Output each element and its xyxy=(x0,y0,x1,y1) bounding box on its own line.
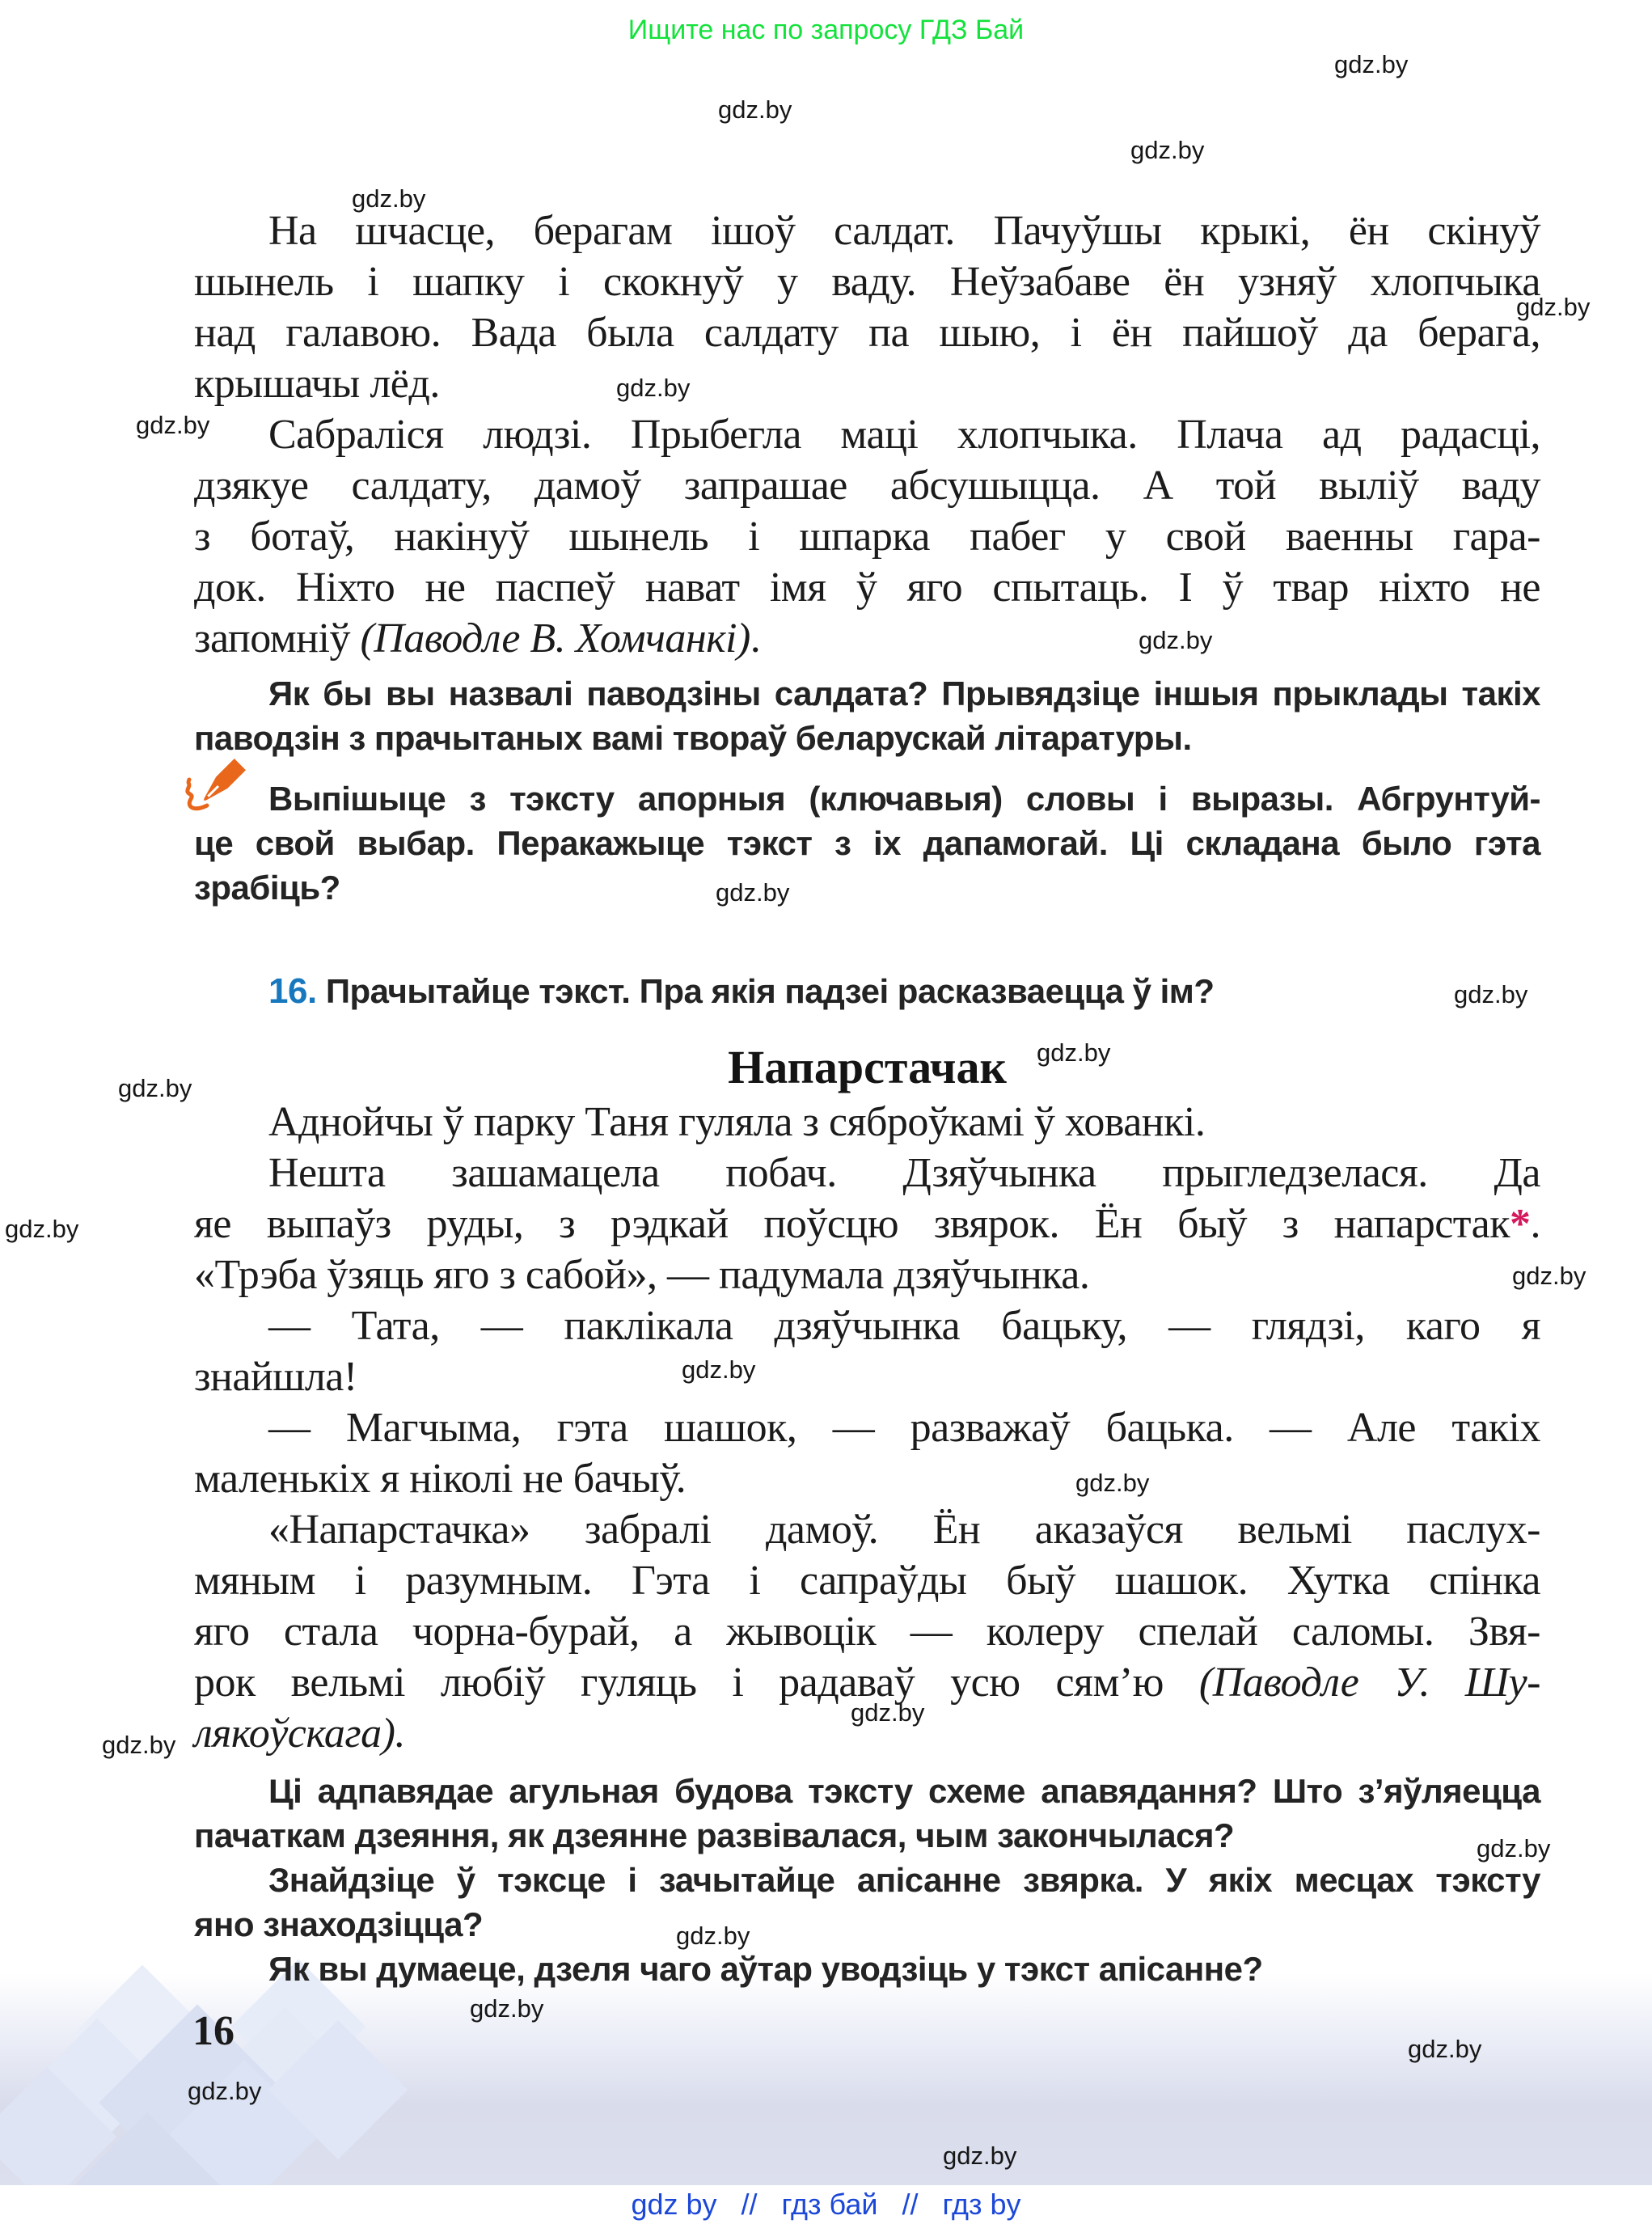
gdz-watermark: gdz.by xyxy=(1075,1469,1150,1497)
gdz-watermark: gdz.by xyxy=(676,1922,750,1950)
text-line xyxy=(194,511,1540,562)
text-line xyxy=(194,1606,1540,1657)
text-segment: На шчасце, берагам ішоў салдат. Пачуўшы крыкі, ён скінуў xyxy=(268,208,1540,254)
text-line xyxy=(194,1769,1540,1813)
gdz-watermark: gdz.by xyxy=(682,1355,756,1384)
text-segment: Ці адпавядае агульная будова тэксту схеме апавядання? Што з’яўляецца xyxy=(268,1772,1540,1810)
text-line xyxy=(194,1300,1540,1351)
text-line xyxy=(194,562,1540,613)
text-segment: . xyxy=(750,615,761,662)
text-line xyxy=(194,1902,1540,1947)
text-segment: яе выпаўз руды, з рэдкай поўсцю звярок. Ён быў з напарстак xyxy=(194,1201,1510,1247)
gdz-watermark: gdz.by xyxy=(5,1215,79,1243)
text-segment: «Трэба ўзяць яго з сабой», — падумала дзяўчынка. xyxy=(194,1252,1090,1298)
text-segment: (Паводле В. Хомчанкі) xyxy=(360,615,750,662)
text-line xyxy=(194,358,1540,409)
text-segment: зрабіць? xyxy=(194,869,340,907)
footnote-asterisk: * xyxy=(1510,1201,1531,1247)
text-line xyxy=(194,1453,1540,1504)
text-line xyxy=(194,460,1540,511)
gdz-watermark: gdz.by xyxy=(118,1074,192,1102)
text-line xyxy=(194,1351,1540,1402)
text-line xyxy=(194,821,1540,865)
text-segment: рок вельмі любіў гуляць і радаваў усю сям’ю xyxy=(194,1660,1199,1706)
text-segment: — Тата, — паклікала дзяўчынка бацьку, — глядзі, каго я xyxy=(268,1303,1540,1349)
footer-link[interactable]: gdz by xyxy=(631,2188,717,2221)
text-line xyxy=(194,1148,1540,1199)
text-line xyxy=(194,716,1540,760)
question-find-description xyxy=(194,1858,1540,1947)
story-title xyxy=(194,1042,1540,1093)
text-segment: . xyxy=(1530,1201,1540,1247)
paragraph-rescue-2 xyxy=(194,409,1540,664)
text-segment: запомніў xyxy=(194,615,361,662)
text-segment: над галавою. Вада была салдату па шыю, і ён пайшоў да берага, xyxy=(194,310,1540,356)
text-segment: док. Ніхто не паспеў нават імя ў яго спытаць. І ў твар ніхто не xyxy=(194,564,1540,611)
text-segment: маленькіх я ніколі не бачыў. xyxy=(194,1456,687,1502)
text-segment: паводзін з прачытаных вамі твораў беларускай літаратуры. xyxy=(194,719,1192,757)
text-line xyxy=(194,1813,1540,1858)
gdz-watermark: gdz.by xyxy=(1334,50,1409,78)
gdz-watermark: gdz.by xyxy=(1037,1038,1111,1067)
gdz-watermark: gdz.by xyxy=(1139,626,1213,654)
gdz-watermark: gdz.by xyxy=(470,1994,544,2023)
question-behavior xyxy=(194,671,1540,760)
text-segment: знайшла! xyxy=(194,1354,357,1400)
gdz-watermark: gdz.by xyxy=(1454,980,1528,1008)
text-segment: крышачы лёд. xyxy=(194,361,440,407)
text-line xyxy=(194,1555,1540,1606)
text-line xyxy=(194,1199,1540,1249)
question-description-purpose xyxy=(194,1947,1540,1991)
text-segment: пачаткам дзеяння, як дзеянне развівалася, чым закончылася? xyxy=(194,1816,1235,1854)
footer-link[interactable]: гдз бай xyxy=(781,2188,878,2221)
gdz-watermark: gdz.by xyxy=(718,95,792,124)
task-keywords xyxy=(194,776,1540,910)
gdz-watermark: gdz.by xyxy=(1408,2035,1482,2063)
paragraph-rescue-1 xyxy=(194,205,1540,409)
text-segment: Нешта зашамацела побач. Дзяўчынка прыгледзелася. Да xyxy=(268,1150,1540,1196)
text-segment: Аднойчы ў парку Таня гуляла з сяброўкамі ў хованкі. xyxy=(268,1099,1206,1145)
text-segment: Як вы думаеце, дзеля чаго аўтар уводзіць у тэкст апісанне? xyxy=(268,1950,1263,1988)
text-segment: яно знаходзіцца? xyxy=(194,1905,484,1943)
text-line xyxy=(194,1858,1540,1902)
gdz-watermark: gdz.by xyxy=(943,2142,1017,2170)
text-line xyxy=(194,409,1540,460)
gdz-watermark: gdz.by xyxy=(188,2077,262,2105)
story-naparstachak xyxy=(194,1097,1540,1759)
question-structure xyxy=(194,1769,1540,1858)
footer-separator: // xyxy=(741,2188,758,2221)
text-segment: Сабраліся людзі. Прыбегла маці хлопчыка. Плача ад радасці, xyxy=(268,412,1540,458)
footer-links xyxy=(0,2185,1652,2224)
text-segment: Знайдзіце ў тэксце і зачытайце апісанне звярка. У якіх месцах тэксту xyxy=(268,1861,1540,1899)
text-segment: з ботаў, накінуў шынель і шпарка пабег у свой ваенны гара- xyxy=(194,514,1540,560)
text-segment: Прачытайце тэкст. Пра якія падзеі расказваецца ў ім? xyxy=(316,972,1215,1010)
text-segment: — Магчыма, гэта шашок, — разважаў бацька. — Але такіх xyxy=(268,1405,1540,1451)
text-segment: мяным і разумным. Гэта і сапраўды быў шашок. Хутка спінка xyxy=(194,1558,1540,1604)
text-segment: це свой выбар. Перакажыце тэкст з іх дапамогай. Ці складана было гэта xyxy=(194,824,1540,862)
text-segment: Як бы вы назвалі паводзіны салдата? Прывядзіце іншыя прыклады такіх xyxy=(268,674,1540,712)
gdz-watermark: gdz.by xyxy=(1130,136,1205,164)
text-segment: (Паводле У. Шу- xyxy=(1198,1660,1540,1706)
exercise-number: 16. xyxy=(268,971,317,1011)
text-line xyxy=(194,1947,1540,1991)
text-segment: «Напарстачка» забралі дамоў. Ён аказаўся вельмі паслух- xyxy=(268,1507,1540,1553)
text-line xyxy=(194,969,1540,1013)
text-line xyxy=(194,671,1540,716)
footer-link[interactable]: гдз by xyxy=(942,2188,1021,2221)
text-line xyxy=(194,307,1540,358)
gdz-watermark: gdz.by xyxy=(851,1698,925,1727)
text-line xyxy=(194,776,1540,821)
text-segment: шынель і шапку і скокнуў у ваду. Неўзабаве ён узняў хлопчыка xyxy=(194,259,1540,305)
text-segment: Напарстачак xyxy=(728,1041,1007,1093)
footer-separator: // xyxy=(902,2188,919,2221)
gdz-watermark: gdz.by xyxy=(616,374,691,402)
text-line xyxy=(194,256,1540,307)
gdz-watermark: gdz.by xyxy=(1516,293,1591,321)
text-line xyxy=(194,1402,1540,1453)
text-line xyxy=(194,1097,1540,1148)
text-line xyxy=(194,613,1540,664)
text-line xyxy=(194,1249,1540,1300)
text-line xyxy=(194,1042,1540,1093)
text-segment: лякоўскага). xyxy=(194,1710,405,1757)
text-line xyxy=(194,865,1540,910)
text-segment: дзякуе салдату, дамоў запрашае абсушыцца. А той выліў ваду xyxy=(194,463,1540,509)
gdz-watermark: gdz.by xyxy=(1477,1834,1551,1862)
text-line xyxy=(194,1504,1540,1555)
text-segment: Выпішыце з тэксту апорныя (ключавыя) словы і выразы. Абгрунтуй- xyxy=(268,780,1540,818)
gdz-watermark: gdz.by xyxy=(102,1731,176,1759)
promo-banner: Ищите нас по запросу ГДЗ Бай xyxy=(627,15,1025,45)
gdz-watermark: gdz.by xyxy=(352,184,426,213)
page-number: 16 xyxy=(192,2008,234,2054)
gdz-watermark: gdz.by xyxy=(716,878,790,907)
gdz-watermark: gdz.by xyxy=(1512,1262,1587,1290)
exercise-16-prompt xyxy=(194,969,1540,1013)
gdz-watermark: gdz.by xyxy=(136,411,210,439)
text-segment: яго стала чорна-бурай, а жывоцік — колеру спелай саломы. Звя- xyxy=(194,1609,1540,1655)
